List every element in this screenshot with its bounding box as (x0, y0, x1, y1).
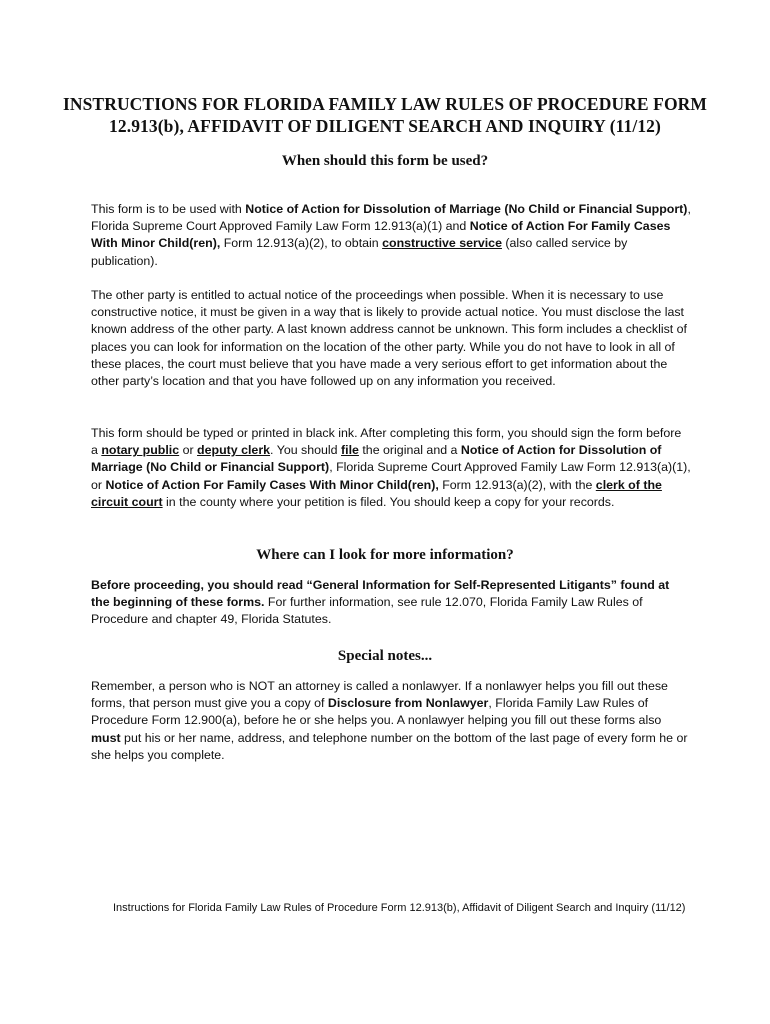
term-file: file (341, 443, 359, 458)
term-notary-public: notary public (101, 443, 180, 458)
term-clerk-circuit-court: clerk of the circuit court (91, 477, 662, 509)
heading-special-notes: Special notes... (337, 648, 433, 664)
term-deputy-clerk: deputy clerk (197, 443, 271, 458)
paragraph-filing-instructions: This form should be typed or printed in black ink. After completing this form, you should sign the form before a notary public or deputy clerk. You should file the original and a Notice of Action for Dissolution of Marriage (No Child or Financial Support), Florida Supreme Court Approved Family Law Form 12.913(a)(1), or Notice of Action For Family Cases With Minor Child(ren), Form 12.913(a)(2), with the clerk of the circuit court in the county where your petition is filed. You should keep a copy for your records. (91, 426, 691, 509)
page-footer: Instructions for Florida Family Law Rules of Procedure Form 12.913(b), Affidavit of Diligent Search and Inquiry (11/12) (113, 902, 686, 914)
heading-when-to-use: When should this form be used? (281, 153, 489, 169)
title-line-1: INSTRUCTIONS FOR FLORIDA FAMILY LAW RULES OF PROCEDURE FORM (62, 94, 708, 114)
title-line-2: 12.913(b), AFFIDAVIT OF DILIGENT SEARCH AND INQUIRY (11/12) (109, 116, 661, 136)
paragraph-more-information: Before proceeding, you should read “General Information for Self-Represented Litigants” found at the beginning of these forms. For further information, see rule 12.070, Florida Family Law Rules of Procedure and chapter 49, Florida Statutes. (91, 578, 670, 627)
link-constructive-service: constructive service (382, 236, 502, 251)
heading-more-information: Where can I look for more information? (256, 547, 514, 563)
paragraph-actual-notice: The other party is entitled to actual notice of the proceedings when possible. When it is necessary to use constructive notice, it must be given in a way that is likely to provide actual notice. You must disclose the last known address of the other party. A last known address cannot be unknown. This form includes a checklist of places you can look for information on the location of the other party. While you do not have to look in all of these places, the court must believe that you have made a very serious effort to get information about the other party’s location and that you have followed up on any information you received. (91, 288, 687, 389)
paragraph-form-use: This form is to be used with Notice of Action for Dissolution of Marriage (No Child or Financial Support), Florida Supreme Court Approved Family Law Form 12.913(a)(1) and Notice of Action For Family Cases With Minor Child(ren), Form 12.913(a)(2), to obtain constructive service (also called service by publication). (91, 202, 691, 268)
paragraph-special-notes: Remember, a person who is NOT an attorney is called a nonlawyer. If a nonlawyer helps you fill out these forms, that person must give you a copy of Disclosure from Nonlawyer, Florida Family Law Rules of Procedure Form 12.900(a), before he or she helps you. A nonlawyer helping you fill out these forms also must put his or her name, address, and telephone number on the bottom of the last page of every form he or she helps you complete. (91, 679, 688, 762)
page-title (60, 93, 710, 137)
